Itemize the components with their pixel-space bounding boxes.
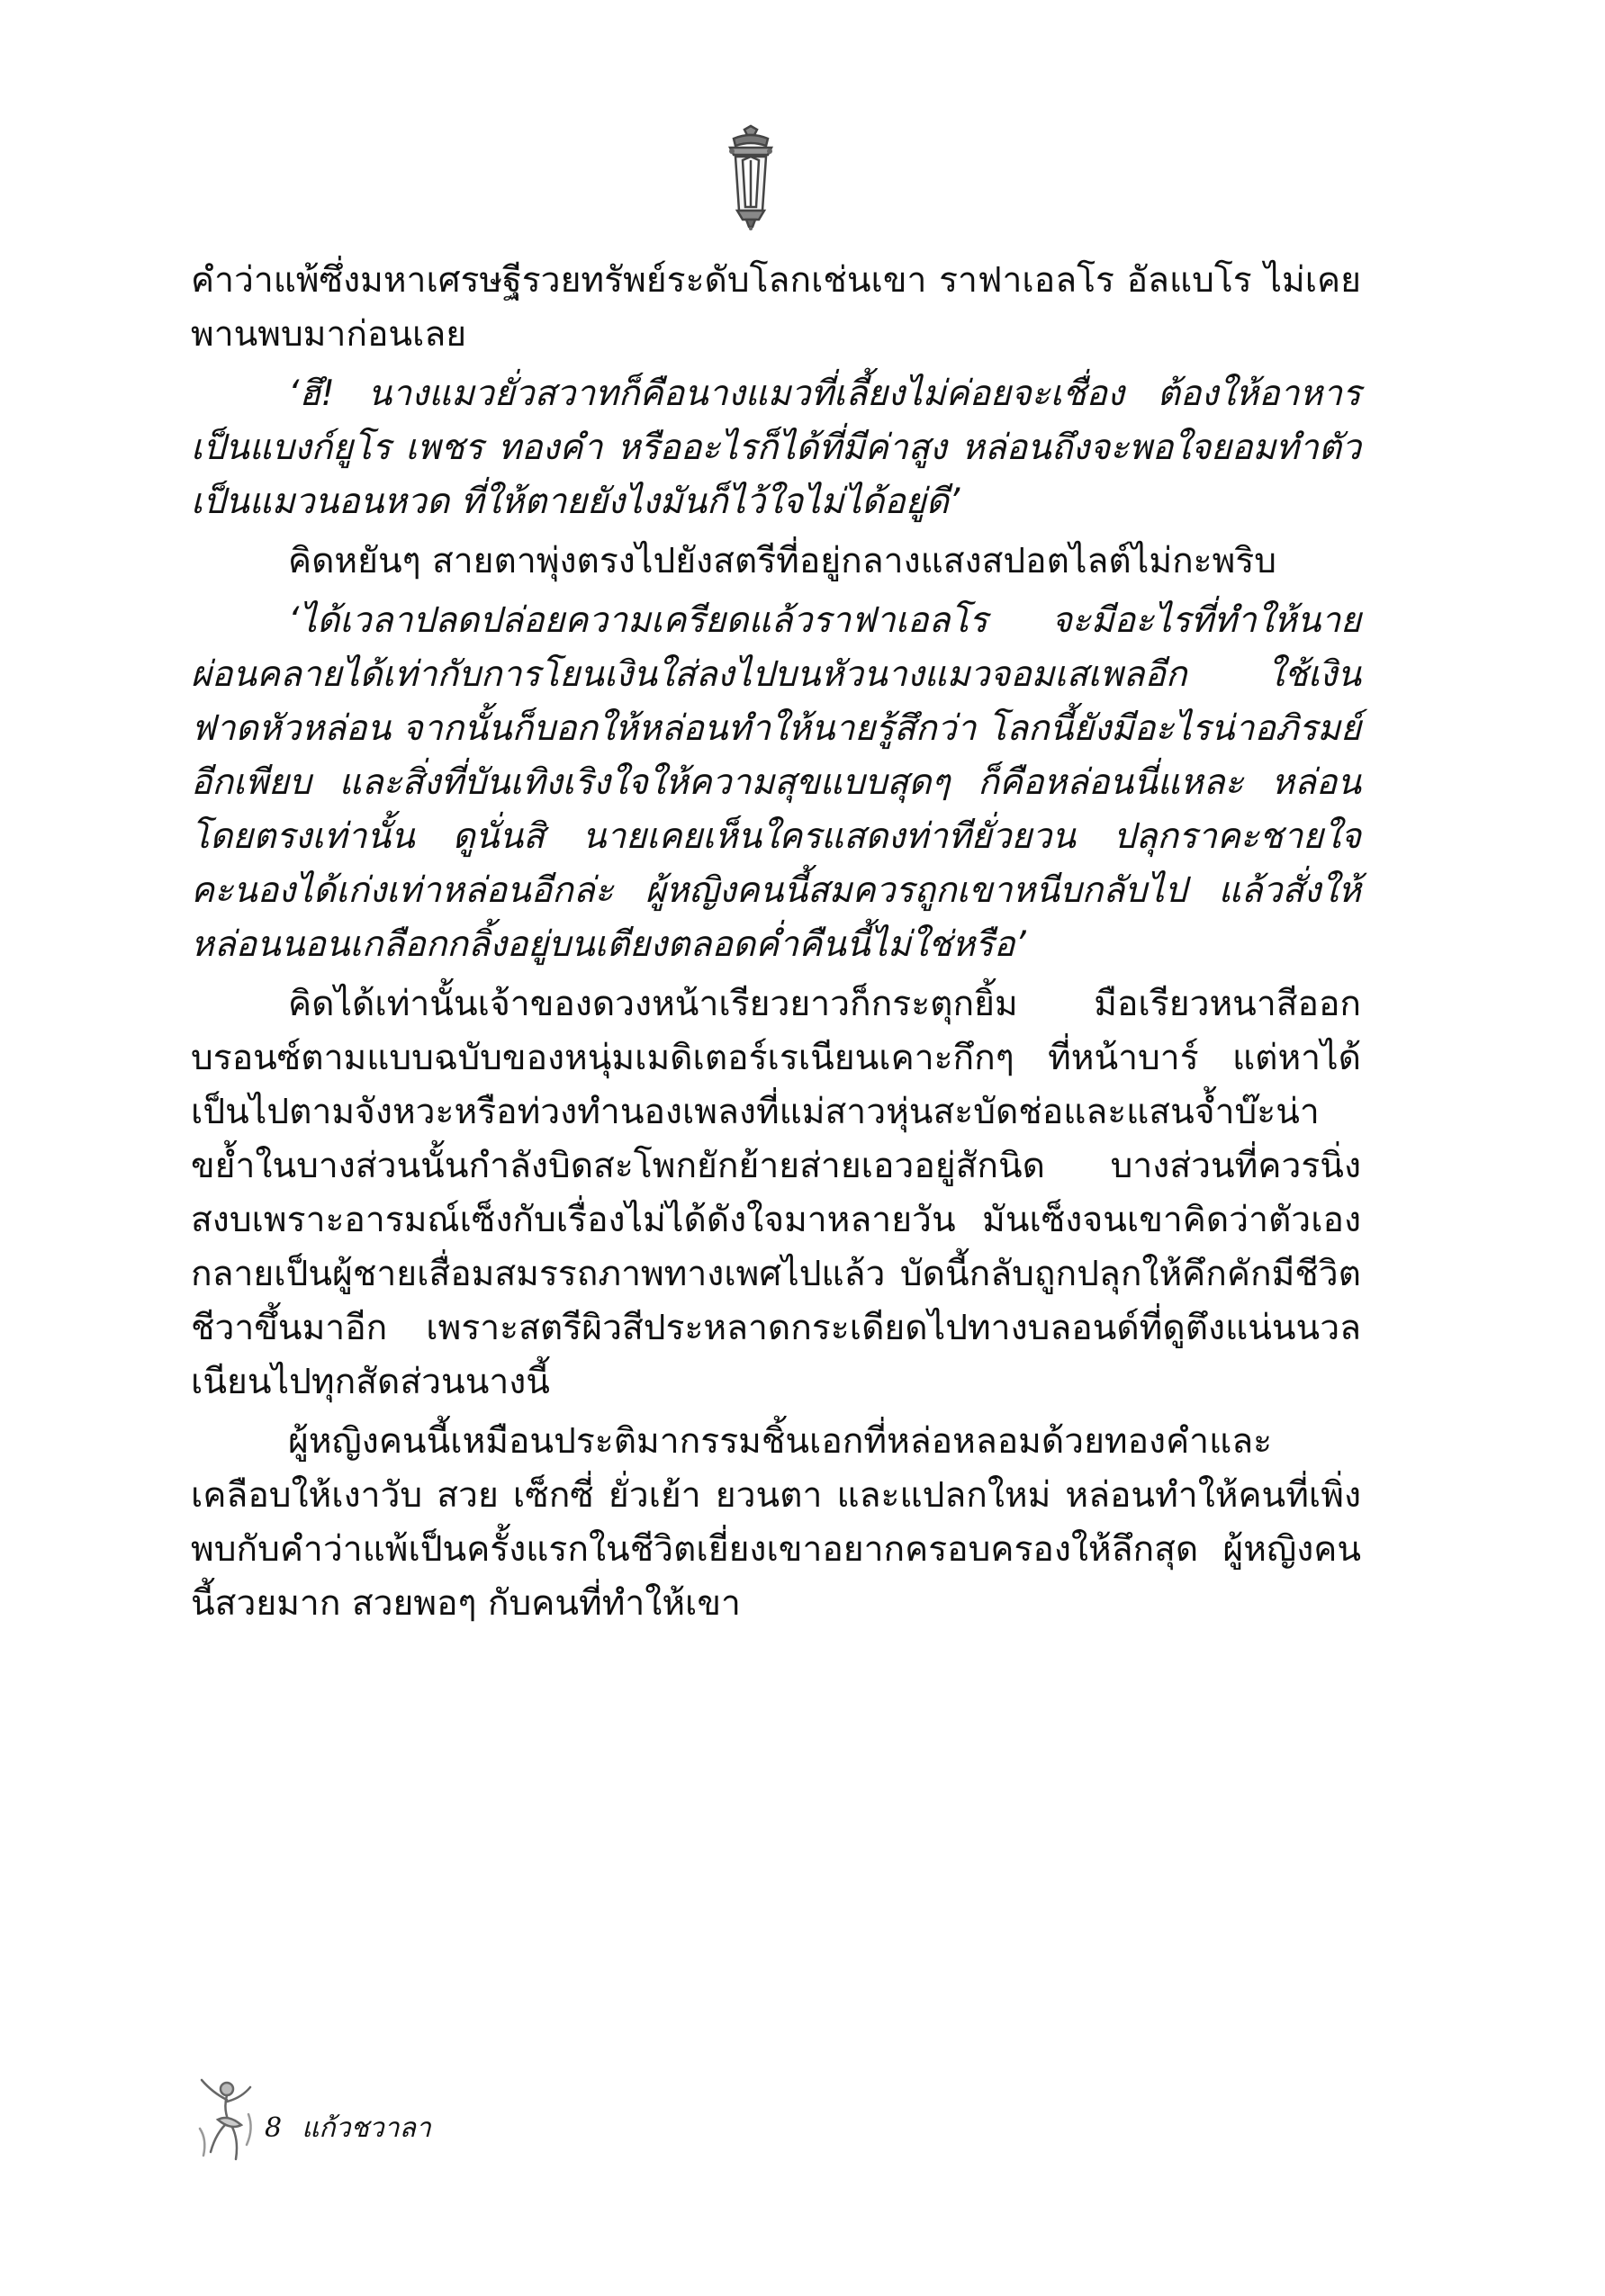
- body-text: [191, 254, 1361, 1636]
- paragraph-6: ผู้หญิงคนนี้เหมือนประติมากรรมชิ้นเอกที่หล่อหลอมด้วยทองคำและเคลือบให้เงาวับ สวย เซ็กซี่ ยั่วเย้า ยวนตา และแปลกใหม่ หล่อนทำให้คนที่เพิ่งพบกับคำว่าแพ้เป็นครั้งแรกในชีวิตเยี่ยงเขาอยากครอบครองให้ลึกสุด ผู้หญิงคนนี้สวยมาก สวยพอๆ กับคนที่ทำให้เขา: [191, 1421, 1361, 1624]
- paragraph-4: ‘ได้เวลาปลดปล่อยความเครียดแล้วราฟาเอลโร จะมีอะไรที่ทำให้นายผ่อนคลายได้เท่ากับการโยนเงินใส่ลงไปบนหัวนางแมวจอมเสเพลอีก ใช้เงินฟาดหัวหล่อน จากนั้นก็บอกให้หล่อนทำให้นายรู้สึกว่า โลกนี้ยังมีอะไรน่าอภิรมย์อีกเพียบ และสิ่งที่บันเทิงเริงใจให้ความสุขแบบสุดๆ ก็คือหล่อนนี่แหละ หล่อนโดยตรงเท่านั้น ดูนั่นสิ นายเคยเห็นใครแสดงท่าทียั่วยวน ปลุกราคะชายใจคะนองได้เก่งเท่าหล่อนอีกล่ะ ผู้หญิงคนนี้สมควรถูกเขาหนีบกลับไป แล้วสั่งให้หล่อนนอนเกลือกกลิ้งอยู่บนเตียงตลอดค่ำคืนนี้ไม่ใช่หรือ’: [191, 600, 1361, 965]
- book-title: แก้วชวาลา: [302, 2111, 431, 2144]
- page-footer: [191, 2070, 431, 2169]
- lantern-ornament-icon: [717, 124, 784, 230]
- paragraph-3: คิดหยันๆ สายตาพุ่งตรงไปยังสตรีที่อยู่กลางแสงสปอตไลต์ไม่กะพริบ: [288, 541, 1277, 581]
- dancer-figure-icon: [191, 2075, 261, 2165]
- paragraph-2: ‘ฮึ! นางแมวยั่วสวาทก็คือนางแมวที่เลี้ยงไม่ค่อยจะเชื่อง ต้องให้อาหารเป็นแบงก์ยูโร เพชร ทองคำ หรืออะไรก็ได้ที่มีค่าสูง หล่อนถึงจะพอใจยอมทำตัวเป็นแมวนอนหวด ที่ให้ตายยังไงมันก็ไว้ใจไม่ได้อยู่ดี’: [191, 374, 1361, 522]
- page-number: 8: [265, 2111, 283, 2144]
- paragraph-5: คิดได้เท่านั้นเจ้าของดวงหน้าเรียวยาวก็กระตุกยิ้ม มือเรียวหนาสีออกบรอนซ์ตามแบบฉบับของหนุ่มเมดิเตอร์เรเนียนเคาะกึกๆ ที่หน้าบาร์ แต่หาได้เป็นไปตามจังหวะหรือท่วงทำนองเพลงที่แม่สาวหุ่นสะบัดช่อและแสนจ้ำบ๊ะน่าขย้ำในบางส่วนนั้นกำลังบิดสะโพกยักย้ายส่ายเอวอยู่สักนิด บางส่วนที่ควรนิ่งสงบเพราะอารมณ์เซ็งกับเรื่องไม่ได้ดังใจมาหลายวัน มันเซ็งจนเขาคิดว่าตัวเองกลายเป็นผู้ชายเสื่อมสมรรถภาพทางเพศไปแล้ว บัดนี้กลับถูกปลุกให้คึกคักมีชีวิตชีวาขึ้นมาอีก เพราะสตรีผิวสีประหลาดกระเดียดไปทางบลอนด์ที่ดูตึงแน่นนวลเนียนไปทุกสัดส่วนนางนี้: [191, 984, 1361, 1402]
- paragraph-1: คำว่าแพ้ซึ่งมหาเศรษฐีรวยทรัพย์ระดับโลกเช่นเขา ราฟาเอลโร อัลแบโร ไม่เคยพานพบมาก่อนเลย: [191, 260, 1361, 355]
